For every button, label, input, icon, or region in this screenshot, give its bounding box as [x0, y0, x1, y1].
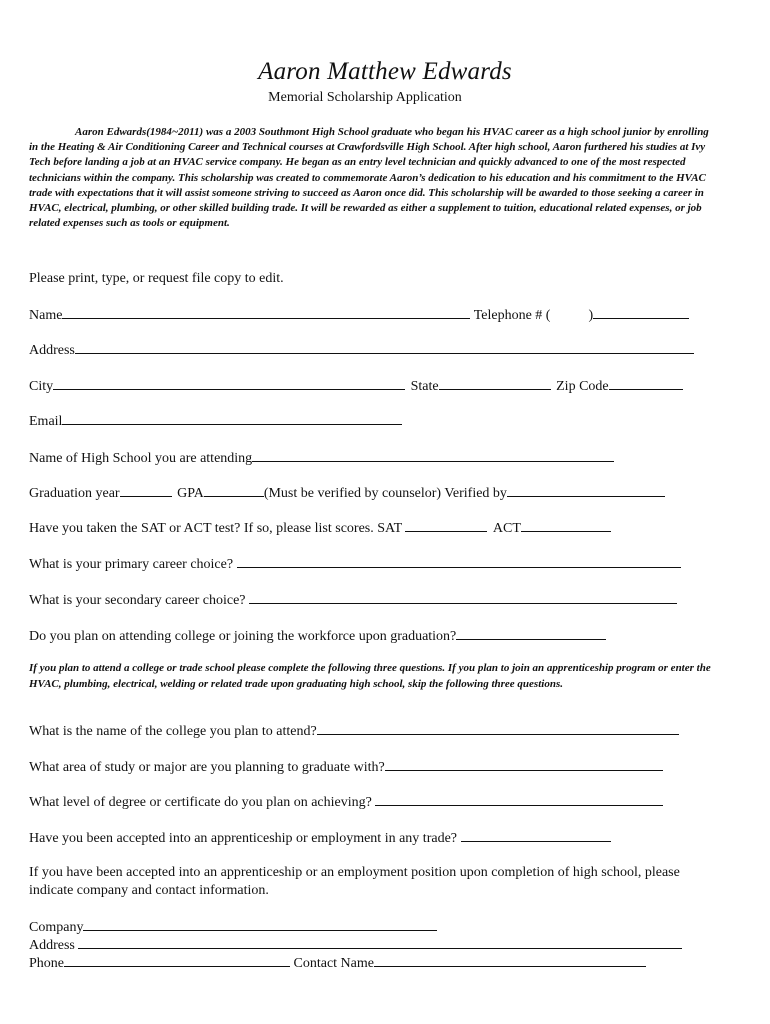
- apprenticeship-paragraph: If you have been accepted into an apprenticeship or an employment position upon completion of high school, please indicate company and contact information.: [29, 865, 680, 898]
- gpa-note: (Must be verified by counselor) Verified by: [263, 486, 507, 501]
- sat-field[interactable]: [405, 519, 487, 532]
- secondary-career-label: What is your secondary career choice?: [29, 593, 246, 608]
- act-field[interactable]: [521, 519, 611, 532]
- college-workforce-label: Do you plan on attending college or joining the workforce upon graduation?: [29, 629, 457, 644]
- company-address-row: [29, 936, 682, 955]
- city-field[interactable]: [53, 377, 405, 390]
- college-workforce-field[interactable]: [456, 627, 606, 640]
- sat-act-row: [29, 519, 611, 538]
- major-label: What area of study or major are you planning to graduate with?: [29, 760, 385, 775]
- zip-label: Zip Code: [556, 379, 609, 394]
- state-label: State: [410, 379, 439, 394]
- high-school-label: Name of High School you are attending: [29, 451, 253, 466]
- degree-label: What level of degree or certificate do you plan on achieving?: [29, 795, 372, 810]
- city-row: [29, 377, 683, 396]
- form-subtitle: Memorial Scholarship Application: [268, 90, 462, 105]
- form-title: Aaron Matthew Edwards: [258, 58, 512, 85]
- college-instructions-note: If you plan to attend a college or trade school please complete the following three questions. If you plan to join an apprenticeship program or enter the HVAC, plumbing, electrical, welding or related trade upon graduating high school, skip the following three questions.: [29, 662, 711, 690]
- telephone-close: ): [588, 308, 594, 323]
- apprenticeship-row: [29, 829, 611, 848]
- telephone-field[interactable]: [593, 306, 689, 319]
- college-name-field[interactable]: [317, 722, 679, 735]
- company-label: Company: [29, 920, 84, 935]
- contact-name-field[interactable]: [374, 954, 646, 967]
- degree-row: [29, 793, 663, 812]
- intro-paragraph: Aaron Edwards(1984~2011) was a 2003 Southmont High School graduate who began his HVAC career as a high school junior by enrolling in the Heating & Air Conditioning Career and Technical courses at Crawfordsville High School. After high school, Aaron furthered his studies at Ivy Tech before landing a job at an HVAC service company. He began as an entry level technician and quickly advanced to one of the most respected technicians within the company. This scholarship was created to commemorate Aaron’s dedication to his education and his commitment to the HVAC trade with expectations that it will assist someone striving to succeed as Aaron once did. This scholarship will be awarded to those seeking a career in HVAC, electrical, plumbing, or other skilled building trade. It will be rewarded as either a supplement to tuition, educational related expenses, or job related expenses such as tools or equipment.: [29, 126, 709, 230]
- state-field[interactable]: [439, 377, 551, 390]
- graduation-year-field[interactable]: [120, 484, 172, 497]
- graduation-row: [29, 484, 665, 503]
- high-school-row: [29, 449, 614, 468]
- instructions: Please print, type, or request file copy to edit.: [29, 271, 284, 286]
- company-address-label: Address: [29, 938, 75, 953]
- major-row: [29, 758, 663, 777]
- gpa-field[interactable]: [204, 484, 264, 497]
- primary-career-label: What is your primary career choice?: [29, 557, 234, 572]
- email-label: Email: [29, 414, 63, 429]
- name-label: Name: [29, 308, 63, 323]
- college-name-label: What is the name of the college you plan to attend?: [29, 724, 317, 739]
- primary-career-row: [29, 555, 681, 574]
- college-workforce-row: [29, 627, 606, 646]
- secondary-career-field[interactable]: [249, 591, 677, 604]
- gpa-label: GPA: [177, 486, 204, 501]
- telephone-label: Telephone # (: [473, 308, 551, 323]
- address-row: [29, 341, 694, 360]
- company-row: [29, 918, 437, 937]
- zip-field[interactable]: [609, 377, 683, 390]
- act-label: ACT: [492, 521, 521, 536]
- address-field[interactable]: [75, 341, 694, 354]
- company-field[interactable]: [83, 918, 437, 931]
- email-field[interactable]: [62, 412, 402, 425]
- apprenticeship-label: Have you been accepted into an apprenticeship or employment in any trade?: [29, 831, 457, 846]
- graduation-year-label: Graduation year: [29, 486, 120, 501]
- city-label: City: [29, 379, 54, 394]
- address-label: Address: [29, 343, 75, 358]
- sat-label: Have you taken the SAT or ACT test? If so, please list scores. SAT: [29, 521, 402, 536]
- phone-label: Phone: [29, 956, 64, 971]
- degree-field[interactable]: [375, 793, 663, 806]
- phone-row: [29, 954, 646, 973]
- email-row: [29, 412, 402, 431]
- major-field[interactable]: [385, 758, 663, 771]
- primary-career-field[interactable]: [237, 555, 681, 568]
- company-address-field[interactable]: [78, 936, 682, 949]
- verified-by-field[interactable]: [507, 484, 665, 497]
- apprenticeship-field[interactable]: [461, 829, 611, 842]
- contact-name-label: Contact Name: [293, 956, 374, 971]
- name-row: [29, 306, 689, 325]
- phone-field[interactable]: [64, 954, 290, 967]
- high-school-field[interactable]: [252, 449, 614, 462]
- name-field[interactable]: [62, 306, 470, 319]
- college-name-row: [29, 722, 679, 741]
- secondary-career-row: [29, 591, 677, 610]
